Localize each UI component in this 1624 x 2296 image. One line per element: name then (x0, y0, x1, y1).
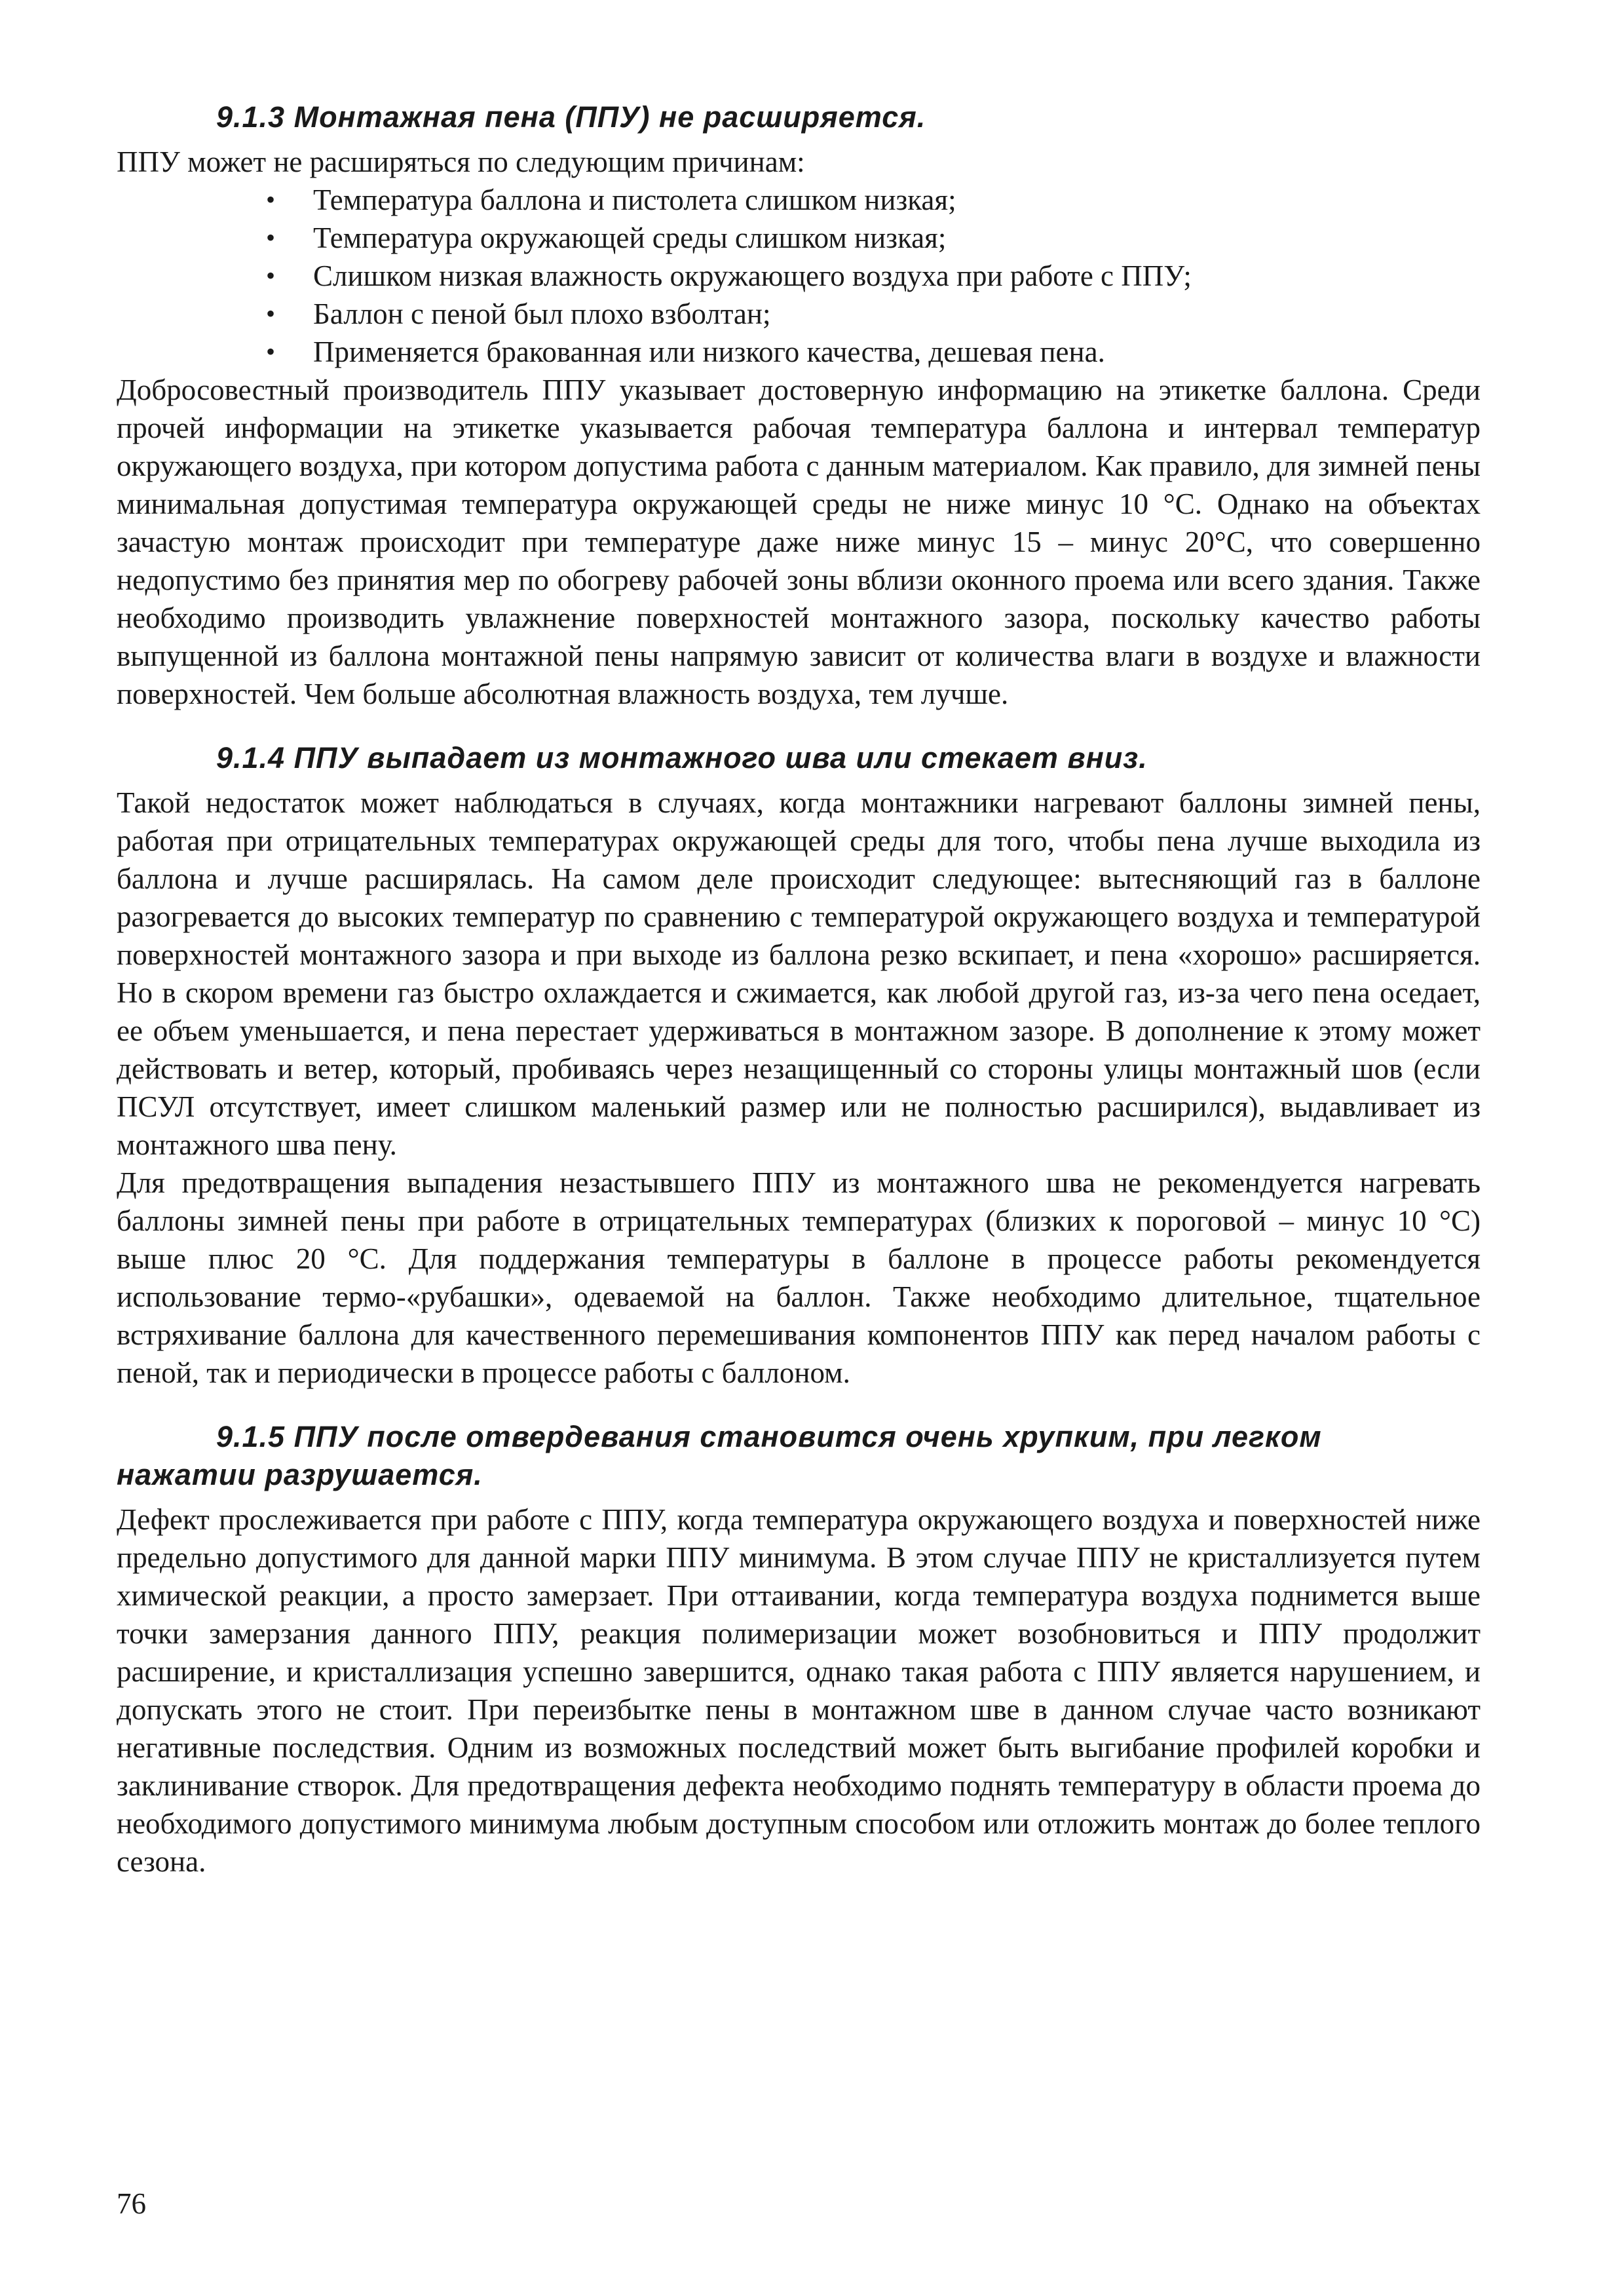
body-paragraph: Добросовестный производитель ППУ указывает достоверную информацию на этикетке баллона. Среди прочей информации на этикетке указывается рабочая температура баллона и интервал температур окружающего воздуха, при котором допустима работа с данным материалом. Как правило, для зимней пены минимальная допустимая температура окружающей среды не ниже минус 10 °С. Однако на объектах зачастую монтаж происходит при температуре даже ниже минус 15 – минус 20°С, что совершенно недопустимо без принятия мер по обогреву рабочей зоны вблизи оконного проема или всего здания. Также необходимо производить увлажнение поверхностей монтажного зазора, поскольку качество работы выпущенной из баллона монтажной пены напрямую зависит от количества влаги в воздухе и влажности поверхностей. Чем больше абсолютная влажность воздуха, тем лучше. (117, 373, 1481, 710)
bullet-item: • Применяется бракованная или низкого качества, дешевая пена. (313, 333, 1481, 371)
section-heading-line: 9.1.5 ППУ после отвердевания становится очень хрупким, при легком (216, 1420, 1322, 1453)
page-number: 76 (117, 2187, 146, 2220)
document-page (117, 98, 1481, 1881)
section-9-1-3 (117, 98, 1481, 713)
section-heading: 9.1.3 Монтажная пена (ППУ) не расширяется. (216, 100, 926, 134)
section-heading: 9.1.4 ППУ выпадает из монтажного шва или стекает вниз. (216, 741, 1148, 775)
section-intro: ППУ может не расширяться по следующим причинам: (117, 145, 805, 178)
bullet-item: • Баллон с пеной был плохо взболтан; (313, 295, 1481, 333)
bullet-list (117, 181, 1481, 371)
bullet-item: • Температура окружающей среды слишком низкая; (313, 219, 1481, 257)
body-paragraph: Для предотвращения выпадения незастывшего ППУ из монтажного шва не рекомендуется нагревать баллоны зимней пены при работе в отрицательных температурах (близких к пороговой – минус 10 °С) выше плюс 20 °С. Для поддержания температуры в баллоне в процессе работы рекомендуется использование термо-«рубашки», одеваемой на баллон. Также необходимо длительное, тщательное встряхивание баллона для качественного перемешивания компонентов ППУ как перед началом работы с пеной, так и периодически в процессе работы с баллоном. (117, 1166, 1481, 1389)
bullet-item: • Слишком низкая влажность окружающего воздуха при работе с ППУ; (313, 257, 1481, 295)
section-heading-line: нажатии разрушается. (117, 1458, 483, 1491)
body-paragraph: Такой недостаток может наблюдаться в случаях, когда монтажники нагревают баллоны зимней пены, работая при отрицательных температурах окружающей среды для того, чтобы пена лучше выходила из баллона и лучше расширялась. На самом деле происходит следующее: вытесняющий газ в баллоне разогревается до высоких температур по сравнению с температурой окружающего воздуха и температурой поверхностей монтажного зазора и при выходе из баллона резко вскипает, и пена «хорошо» расширяется. Но в скором времени газ быстро охлаждается и сжимается, как любой другой газ, из-за чего пена оседает, ее объем уменьшается, и пена перестает удерживаться в монтажном зазоре. В дополнение к этому может действовать и ветер, который, пробиваясь через незащищенный со стороны улицы монтажный шов (если ПСУЛ отсутствует, имеет слишком маленький размер или не полностью расширился), выдавливает из монтажного шва пену. (117, 786, 1481, 1161)
section-9-1-4 (117, 739, 1481, 1392)
bullet-item: • Температура баллона и пистолета слишком низкая; (313, 181, 1481, 219)
body-paragraph: Дефект прослеживается при работе с ППУ, когда температура окружающего воздуха и поверхностей ниже предельно допустимого для данной марки ППУ минимума. В этом случае ППУ не кристаллизуется путем химической реакции, а просто замерзает. При оттаивании, когда температура воздуха поднимется выше точки замерзания данного ППУ, реакция полимеризации может возобновиться и ППУ продолжит расширение, и кристаллизация успешно завершится, однако такая работа с ППУ является нарушением, и допускать этого не стоит. При переизбытке пены в монтажном шве в данном случае часто возникают негативные последствия. Одним из возможных последствий может быть выгибание профилей коробки и заклинивание створок. Для предотвращения дефекта необходимо поднять температуру в области проема до необходимого допустимого минимума любым доступным способом или отложить монтаж до более теплого сезона. (117, 1503, 1481, 1878)
section-heading (117, 1418, 1481, 1494)
section-9-1-5 (117, 1418, 1481, 1881)
